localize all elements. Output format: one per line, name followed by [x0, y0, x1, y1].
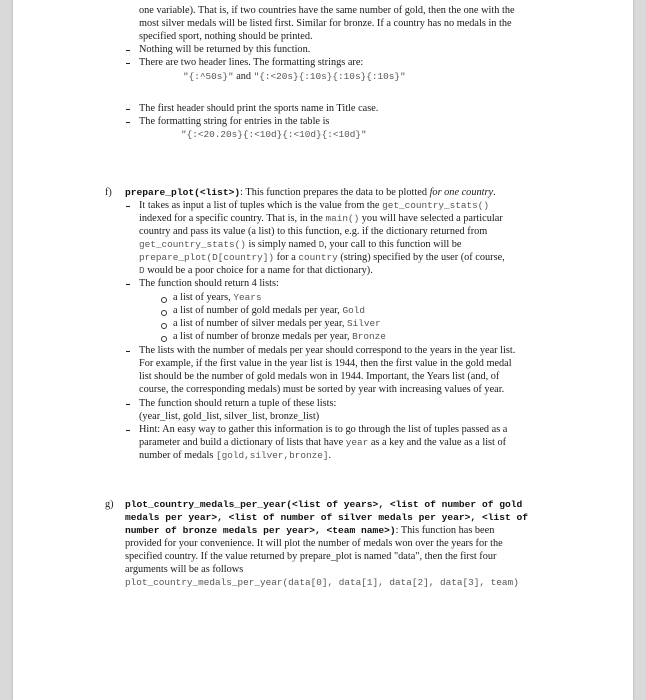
f-tuple-line-2: (year_list, gold_list, silver_list, bronze_list) — [139, 411, 320, 422]
text-span: a list of number of bronze medals per year, — [173, 331, 350, 342]
code-span: Silver — [347, 318, 381, 329]
intro-bullet-header-lines: There are two header lines. The formatting strings are: — [139, 57, 364, 68]
bullet-marker — [126, 206, 130, 207]
code-span: country — [298, 252, 338, 263]
bullet-marker — [126, 430, 130, 431]
sub-item-bronze — [173, 331, 386, 343]
format-string-3: "{:<20.20s}{:<10d}{:<10d}{:<10d}" — [181, 129, 367, 140]
f-hint-line-1: Hint: An easy way to gather this information is to go through the list of tuples passed as a — [139, 424, 508, 435]
signature-period: . — [493, 187, 496, 198]
bullet-marker — [126, 404, 130, 405]
f-paragraph-line-1 — [139, 200, 489, 212]
g-call-example: plot_country_medals_per_year(data[0], data[1], data[2], data[3], team) — [125, 577, 519, 588]
g-signature-line-1: plot_country_medals_per_year(<list of years>, <list of number of gold — [125, 499, 523, 510]
text-span: a list of years, — [173, 292, 231, 303]
bullet-marker — [126, 63, 130, 64]
code-span: main() — [325, 213, 360, 224]
f-lists-line-1: The lists with the number of medals per year should correspond to the years in the year list. — [139, 345, 516, 356]
code-span: get_country_stats() — [382, 200, 489, 211]
format-string-1: "{:^50s}" — [183, 71, 234, 82]
sub-bullet-circle — [161, 336, 167, 342]
f-return-lists: The function should return 4 lists: — [139, 278, 279, 289]
f-paragraph-line-6 — [139, 265, 373, 277]
signature-emphasis: for one country — [429, 187, 494, 198]
text-span: number of medals — [139, 450, 214, 461]
code-span: year — [345, 437, 369, 448]
text-span: would be a poor choice for a name for that dictionary). — [147, 265, 373, 276]
g-description-line-1: provided for your convenience. It will plot the number of medals won over the years for the — [125, 538, 503, 549]
text-span: It takes as input a list of tuples which is the value from the — [139, 200, 380, 211]
prepare-plot-signature: prepare_plot(<list>) — [125, 187, 241, 198]
f-hint-line-2 — [139, 437, 506, 449]
f-paragraph-line-5 — [139, 252, 505, 264]
text-span: you will have selected a particular — [361, 213, 503, 224]
intro-bullet-no-return: Nothing will be returned by this function. — [139, 44, 311, 55]
code-span: D — [139, 265, 145, 276]
intro-line-2: most silver medals will be listed first. Similar for bronze. If a country has no medals in the — [139, 18, 512, 29]
text-span: as a key and the value as a list of — [370, 437, 507, 448]
g-description-line-3: arguments will be as follows — [125, 564, 244, 575]
code-span: [gold,silver,bronze] — [215, 450, 329, 461]
sub-bullet-circle — [161, 310, 167, 316]
bullet-marker — [126, 351, 130, 352]
format-strings-line — [183, 71, 406, 83]
code-span: Bronze — [352, 331, 386, 342]
intro-line-1: one variable). That is, if two countries have the same number of gold, then the one with the — [139, 5, 515, 16]
section-f-signature — [125, 187, 496, 199]
text-span: , your call to this function will be — [324, 239, 462, 250]
sub-item-gold — [173, 305, 365, 317]
g-signature-line-3 — [125, 525, 494, 537]
text-span: a list of number of gold medals per year, — [173, 305, 340, 316]
intro-line-3: specified sport, nothing should be printed. — [139, 31, 313, 42]
intro-bullet-entry-format: The formatting string for entries in the table is — [139, 116, 330, 127]
text-span: is simply named — [248, 239, 316, 250]
f-paragraph-line-2 — [139, 213, 503, 225]
f-hint-line-3 — [139, 450, 331, 462]
sub-bullet-circle — [161, 323, 167, 329]
format-and-text: and — [236, 71, 252, 82]
text-span: (string) specified by the user (of course, — [340, 252, 505, 263]
sub-item-years — [173, 292, 261, 304]
signature-description: : This function prepares the data to be plotted — [240, 187, 427, 198]
format-string-2: "{:<20s}{:10s}{:10s}{:10s}" — [253, 71, 406, 82]
document-page — [13, 0, 633, 700]
g-description-line-2: specified country. If the value returned by prepare_plot is named "data", then the first four — [125, 551, 497, 562]
section-f-marker: f) — [105, 187, 112, 198]
text-span: : This function has been — [395, 525, 495, 536]
sub-item-silver — [173, 318, 381, 330]
bullet-marker — [126, 122, 130, 123]
code-span: number of bronze medals per year>, <team name>) — [125, 525, 396, 536]
code-span: D — [318, 239, 325, 250]
code-span: prepare_plot(D[country]) — [139, 252, 275, 263]
bullet-marker — [126, 109, 130, 110]
f-lists-line-3: list should be the number of gold medals won in 1944. Important, the Years list (and, of — [139, 371, 500, 382]
f-paragraph-line-4 — [139, 239, 461, 251]
sub-bullet-circle — [161, 297, 167, 303]
code-span: get_country_stats() — [139, 239, 246, 250]
intro-bullet-title-case: The first header should print the sports name in Title case. — [139, 103, 379, 114]
text-span: parameter and build a dictionary of lists that have — [139, 437, 344, 448]
bullet-marker — [126, 50, 130, 51]
g-signature-line-2: medals per year>, <list of number of silver medals per year>, <list of — [125, 512, 529, 523]
text-span: for a — [276, 252, 296, 263]
text-span: a list of number of silver medals per year, — [173, 318, 345, 329]
section-g-marker: g) — [105, 499, 114, 510]
f-lists-line-4: course, the corresponding medals) must be sorted by year with increasing values of year. — [139, 384, 505, 395]
bullet-marker — [126, 284, 130, 285]
text-span: indexed for a specific country. That is, in the — [139, 213, 323, 224]
text-span: . — [328, 450, 332, 461]
code-span: Gold — [342, 305, 365, 316]
f-paragraph-line-3: country and pass its value (a list) to this function, e.g. if the dictionary returned from — [139, 226, 488, 237]
f-tuple-line-1: The function should return a tuple of these lists: — [139, 398, 337, 409]
code-span: Years — [233, 292, 262, 303]
f-lists-line-2: For example, if the first value in the year list is 1944, then the first value in the gold medal — [139, 358, 512, 369]
